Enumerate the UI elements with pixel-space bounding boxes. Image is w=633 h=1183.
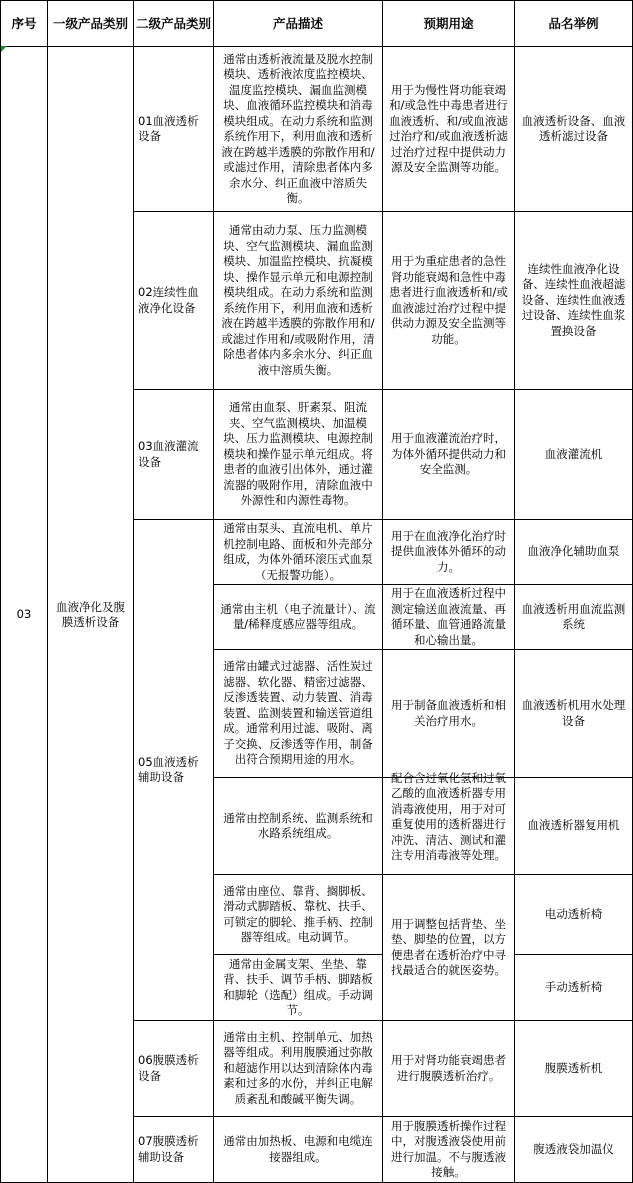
example-cell: 腹膜透析机 <box>515 1021 633 1117</box>
desc-cell: 通常由动力泵、压力监测模块、空气监测模块、漏血监测模块、加温监控模块、抗凝模块、操作显示单元和电源控制模块组成。在动力系统和监测系统作用下，利用血液和透析液在跨越半透膜的弥散作用和/或滤过作用和/或吸附作用，清除患者体内多余水分、纠正血液中溶质失衡。 <box>214 212 383 390</box>
example-cell: 血液透析用血流监测系统 <box>515 585 633 650</box>
header-cat2: 二级产品类别 <box>134 1 214 47</box>
header-row <box>1 1 633 47</box>
use-cell: 用于对肾功能衰竭患者进行腹膜透析治疗。 <box>383 1021 515 1117</box>
example-cell: 电动透析椅 <box>515 875 633 955</box>
cat2-cell: 02连续性血液净化设备 <box>134 212 214 390</box>
cat2-cell: 06腹膜透析设备 <box>134 1021 214 1117</box>
example-cell: 血液净化辅助血泵 <box>515 520 633 585</box>
cat2-cell: 01血液透析设备 <box>134 47 214 212</box>
cat2-cell: 05血液透析辅助设备 <box>134 520 214 1021</box>
example-cell: 血液透析设备、血液透析滤过设备 <box>515 47 633 212</box>
seq-cell: 03 <box>1 47 48 1183</box>
desc-cell: 通常由座位、靠背、搁脚板、滑动式脚踏板、靠枕、扶手、可锁定的脚轮、推手柄、控制器等组成。电动调节。 <box>214 875 383 955</box>
example-cell: 血液透析机用水处理设备 <box>515 650 633 778</box>
use-cell-clip <box>389 770 508 874</box>
header-example: 品名举例 <box>515 1 633 47</box>
use-cell: 用于为慢性肾功能衰竭和/或急性中毒患者进行血液透析、和/或血液滤过治疗和/或血液透析滤过治疗过程中提供动力源及安全监测等功能。 <box>383 47 515 212</box>
desc-cell: 通常由主机（电子流量计）、流量/稀释度感应器等组成。 <box>214 585 383 650</box>
use-cell-wrap <box>383 770 515 875</box>
cat2-cell: 03血液灌流设备 <box>134 390 214 520</box>
desc-cell: 通常由血泵、肝素泵、阻流夹、空气监测模块、加温模块、压力监测模块、电源控制模块和操作显示单元组成。将患者的血液引出体外，通过灌流器的吸附作用，清除血液中外源性和内源性毒物。 <box>214 390 383 520</box>
table-row <box>1 47 633 212</box>
example-cell: 血液灌流机 <box>515 390 633 520</box>
use-cell: 用于在血液透析过程中测定输送血液流量、再循环量、血管通路流量和心输出量。 <box>383 585 515 650</box>
desc-cell: 通常由主机、控制单元、加热器等组成。利用腹膜通过弥散和超滤作用以达到清除体内毒素和过多的水份，并纠正电解质紊乱和酸碱平衡失调。 <box>214 1021 383 1117</box>
cell-corner-marker <box>1 46 7 52</box>
cat1-cell: 血液净化及腹膜透析设备 <box>48 47 134 1183</box>
use-cell: 用于调整包括背垫、坐垫、脚垫的位置，以方便患者在透析治疗中寻找最适合的就医姿势。 <box>383 875 515 1021</box>
example-cell: 手动透析椅 <box>515 955 633 1021</box>
use-cell: 用于在血液净化治疗时提供血液体外循环的动力。 <box>383 520 515 585</box>
header-desc: 产品描述 <box>214 1 383 47</box>
desc-cell: 通常由透析液流量及脱水控制模块、透析液浓度监控模块、温度监控模块、漏血监测模块、血液循环监控模块和消毒模块组成。在动力系统和监测系统作用下，利用血液和透析液在跨越半透膜的弥散作用和/或滤过作用，清除患者体内多余水分、纠正血液中溶质失衡。 <box>214 47 383 212</box>
desc-cell: 通常由泵头、直流电机、单片机控制电路、面板和外壳部分组成，为体外循环滚压式血泵（无报警功能）。 <box>214 520 383 585</box>
use-cell: 用于为重症患者的急性肾功能衰竭和急性中毒患者进行血液透析和/或血液滤过治疗过程中提供动力源及安全监测等功能。 <box>383 212 515 390</box>
example-cell: 血液透析器复用机 <box>515 778 633 875</box>
cat2-cell: 07腹膜透析辅助设备 <box>134 1117 214 1183</box>
header-use: 预期用途 <box>383 1 515 47</box>
header-cat1: 一级产品类别 <box>48 1 134 47</box>
desc-cell: 通常由控制系统、监测系统和水路系统组成。 <box>214 778 383 875</box>
use-cell: 配合含过氧化氢和过氧乙酸的血液透析器专用消毒液使用，用于对可重复使用的透析器进行冲洗、清洁、测试和灌注专用消毒液等处理。 <box>391 770 506 862</box>
desc-cell: 通常由加热板、电源和电缆连接器组成。 <box>214 1117 383 1183</box>
use-cell: 用于血液灌流治疗时，为体外循环提供动力和安全监测。 <box>383 390 515 520</box>
use-cell: 用于腹膜透析操作过程中，对腹透液袋使用前进行加温。不与腹透液接触。 <box>383 1117 515 1183</box>
header-seq: 序号 <box>1 1 48 47</box>
example-cell: 连续性血液净化设备、连续性血液超滤设备、连续性血液透过设备、连续性血浆置换设备 <box>515 212 633 390</box>
desc-cell: 通常由金属支架、坐垫、靠背、扶手、调节手柄、脚踏板和脚轮（选配）组成。手动调节。 <box>214 955 383 1021</box>
example-cell: 腹透液袋加温仪 <box>515 1117 633 1183</box>
desc-cell: 通常由罐式过滤器、活性炭过滤器、软化器、精密过滤器、反渗透装置、动力装置、消毒装置、监测装置和输送管道组成。通常利用过滤、吸附、离子交换、反渗透等作用，制备出符合预期用途的用水。 <box>214 650 383 778</box>
use-cell: 用于制备血液透析和相关治疗用水。 <box>383 650 515 778</box>
